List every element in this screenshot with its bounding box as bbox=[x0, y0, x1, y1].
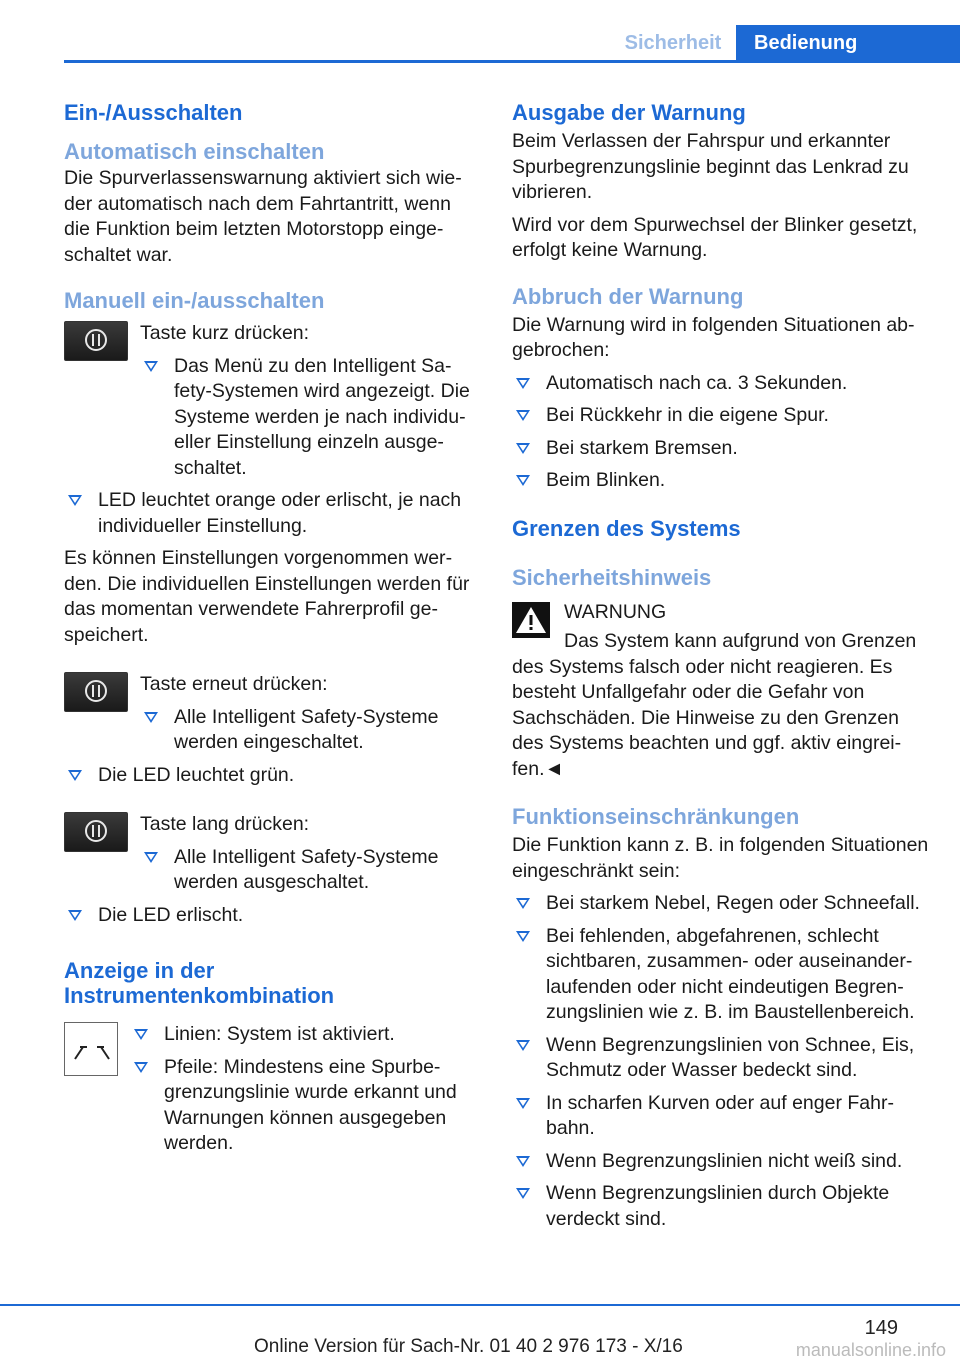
warning-title: WARNUNG bbox=[564, 600, 667, 623]
list-item bbox=[512, 468, 930, 494]
right-column bbox=[512, 100, 930, 1239]
list-item-text: Das Menü zu den Intelligent Safety-Systemen wird angezeigt. Die Systeme werden je nach individueller Einstellung einzeln ausgeschaltet. bbox=[174, 354, 470, 479]
list-item-text: Bei fehlenden, abgefahrenen, schlecht sichtbaren, zusammen- oder auseinanderlaufenden oder nicht eindeutigen Begrenzungslinien wie z. B. im Baustellenbereich. bbox=[546, 924, 915, 1023]
list-item bbox=[512, 371, 930, 397]
heading-automatisch: Automatisch einschalten bbox=[64, 139, 325, 164]
bullet-triangle-icon bbox=[516, 931, 530, 942]
list-item-text: Wenn Begrenzungslinien durch Objekte verdeckt sind. bbox=[546, 1182, 890, 1230]
tab-bedienung: Bedienung bbox=[736, 25, 960, 61]
display-block bbox=[64, 1022, 480, 1157]
bullet-triangle-icon bbox=[68, 495, 82, 506]
lane-lines-icon bbox=[64, 1022, 118, 1076]
list-item-text: Alle Intelligent Safety-Systeme werden eingeschaltet. bbox=[174, 705, 439, 753]
list-item-text: In scharfen Kurven oder auf enger Fahrbahn. bbox=[546, 1091, 894, 1139]
bullet-triangle-icon bbox=[516, 378, 530, 389]
bullet-triangle-icon bbox=[68, 910, 82, 921]
list-item bbox=[130, 1055, 480, 1157]
bullet-triangle-icon bbox=[134, 1029, 148, 1040]
list-item-text: Automatisch nach ca. 3 Sekunden. bbox=[546, 371, 848, 394]
bullet-triangle-icon bbox=[516, 1098, 530, 1109]
list-item-text: Bei starkem Bremsen. bbox=[546, 436, 738, 459]
paragraph-settings: Es können Einstellungen vorgenommen werden. Die individuellen Einstellungen werden für das momentan verwendete Fahrerprofil gespeichert. bbox=[64, 547, 470, 646]
heading-abbruch: Abbruch der Warnung bbox=[512, 283, 744, 309]
list-item bbox=[64, 903, 480, 929]
list-item-text: Wenn Begrenzungslinien von Schnee, Eis, Schmutz oder Wasser bedeckt sind. bbox=[546, 1033, 915, 1081]
bullet-triangle-icon bbox=[516, 1188, 530, 1199]
list-item bbox=[512, 1091, 930, 1142]
list-item-text: Alle Intelligent Safety-Systeme werden ausgeschaltet. bbox=[174, 845, 439, 893]
bullet-triangle-icon bbox=[144, 852, 158, 863]
again-press-label: Taste erneut drücken: bbox=[140, 673, 328, 695]
heading-ausgabe: Ausgabe der Warnung bbox=[512, 100, 746, 125]
heading-ein-ausschalten: Ein-/Ausschalten bbox=[64, 100, 243, 125]
watermark: manualsonline.info bbox=[795, 1340, 946, 1360]
list-item bbox=[512, 403, 930, 429]
list-item bbox=[512, 1033, 930, 1084]
list-item bbox=[140, 354, 480, 482]
long-press-label: Taste lang drücken: bbox=[140, 813, 310, 835]
safety-button-icon bbox=[64, 672, 128, 712]
list-item-text: Bei Rückkehr in die eigene Spur. bbox=[546, 404, 829, 426]
list-item bbox=[512, 891, 930, 917]
heading-sicherheitshinweis: Sicherheitshinweis bbox=[512, 564, 712, 590]
list-item bbox=[512, 924, 930, 1026]
heading-grenzen: Grenzen des Systems bbox=[512, 515, 741, 541]
warning-text: Das System kann aufgrund von Grenzen des Systems falsch oder nicht reagieren. Es besteht Unfallgefahr oder die Gefahr von Sachschäden. Die Hinweise zu den Grenzen des Systems beachten und ggf. aktiv eingreifen.◄ bbox=[512, 630, 917, 780]
bullet-triangle-icon bbox=[68, 770, 82, 781]
bullet-triangle-icon bbox=[516, 1040, 530, 1051]
short-press-label: Taste kurz drücken: bbox=[140, 322, 310, 344]
list-item bbox=[130, 1022, 480, 1048]
paragraph-output-2: Wird vor dem Spurwechsel der Blinker gesetzt, erfolgt keine Warnung. bbox=[512, 213, 918, 261]
short-press-block bbox=[64, 321, 480, 481]
bullet-triangle-icon bbox=[516, 475, 530, 486]
bullet-triangle-icon bbox=[516, 443, 530, 454]
paragraph-abort: Die Warnung wird in folgenden Situationen abgebrochen: bbox=[512, 313, 915, 361]
warning-block bbox=[512, 600, 930, 783]
safety-button-icon bbox=[64, 812, 128, 852]
list-item-text: Wenn Begrenzungslinien nicht weiß sind. bbox=[546, 1149, 903, 1172]
heading-anzeige: Anzeige in der Instrumentenkombination bbox=[64, 958, 335, 1008]
list-item bbox=[140, 845, 480, 896]
list-item bbox=[64, 488, 480, 539]
list-item-text: Pfeile: Mindestens eine Spurbegrenzungslinie wurde erkannt und Warnungen können ausgegeben werden. bbox=[164, 1055, 457, 1154]
safety-button-icon bbox=[64, 321, 128, 361]
list-item-text: Linien: System ist aktiviert. bbox=[164, 1023, 395, 1045]
list-item-text: Die LED leuchtet grün. bbox=[98, 763, 295, 786]
list-item-text: Bei starkem Nebel, Regen oder Schneefall. bbox=[546, 892, 920, 914]
list-item bbox=[64, 763, 480, 789]
list-item bbox=[140, 705, 480, 756]
long-press-block bbox=[64, 812, 480, 896]
heading-manuell: Manuell ein-/ausschalten bbox=[64, 288, 325, 313]
online-version-note: Online Version für Sach-Nr. 01 40 2 976 173 - X/16 bbox=[254, 1336, 683, 1357]
heading-funktionseinschraenkungen: Funktionseinschränkungen bbox=[512, 804, 800, 829]
left-column bbox=[64, 100, 480, 1164]
paragraph-automatisch: Die Spurverlassenswarnung aktiviert sich wieder automatisch nach dem Fahrtantritt, wenn die Funktion beim letzten Motorstopp eingeschaltet war. bbox=[64, 167, 462, 266]
bullet-triangle-icon bbox=[144, 361, 158, 372]
bullet-triangle-icon bbox=[516, 410, 530, 421]
list-item-text: Die LED erlischt. bbox=[98, 903, 244, 926]
list-item-text: Beim Blinken. bbox=[546, 469, 666, 491]
paragraph-output-1: Beim Verlassen der Fahrspur und erkannter Spurbegrenzungslinie beginnt das Lenkrad zu vibrieren. bbox=[512, 130, 909, 203]
list-item bbox=[512, 1149, 930, 1175]
list-item bbox=[512, 436, 930, 462]
paragraph-func: Die Funktion kann z. B. in folgenden Situationen eingeschränkt sein: bbox=[512, 834, 929, 882]
page-number: 149 bbox=[864, 1317, 898, 1339]
tab-sicherheit: Sicherheit bbox=[624, 32, 722, 54]
list-item bbox=[512, 1181, 930, 1232]
bullet-triangle-icon bbox=[516, 1156, 530, 1167]
bullet-triangle-icon bbox=[134, 1062, 148, 1073]
again-press-block bbox=[64, 672, 480, 756]
bullet-triangle-icon bbox=[516, 898, 530, 909]
list-item-text: LED leuchtet orange oder erlischt, je nach individueller Einstellung. bbox=[98, 489, 462, 537]
bullet-triangle-icon bbox=[144, 712, 158, 723]
warning-triangle-icon bbox=[512, 602, 550, 638]
header-rule bbox=[64, 60, 960, 63]
footer-rule bbox=[0, 1304, 960, 1306]
